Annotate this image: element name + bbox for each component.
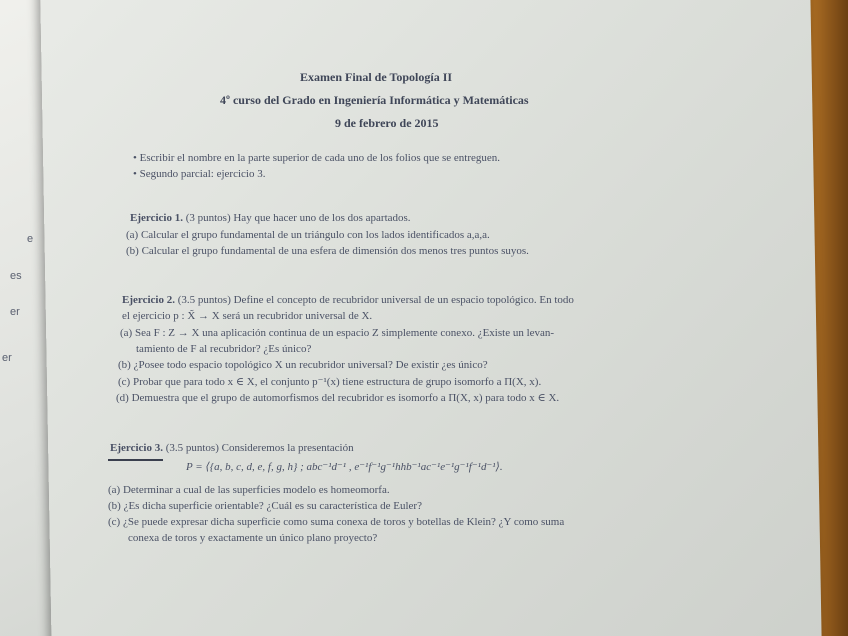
ex2-heading: Ejercicio 2.	[122, 294, 175, 306]
note-item: • Segundo parcial: ejercicio 3.	[133, 168, 266, 180]
ex2-part-c: (c) Probar que para todo x ∈ X, el conjunto p⁻¹(x) tiene estructura de grupo isomorfo a Π(X, x).	[118, 376, 542, 388]
ex3-part-c-cont: conexa de toros y exactamente un único plano proyecto?	[128, 532, 378, 544]
ex3-heading: Ejercicio 3.	[110, 442, 163, 454]
ex2-intro-2: el ejercicio p : X̃ → X será un recubridor universal de X.	[122, 310, 373, 322]
exam-title: Examen Final de Topología II	[300, 70, 453, 84]
note-item: • Escribir el nombre en la parte superior de cada uno de los folios que se entreguen.	[133, 152, 501, 164]
margin-mark: es	[10, 270, 22, 282]
margin-mark: er	[2, 352, 12, 364]
ex1-part-a: (a) Calcular el grupo fundamental de un triángulo con los lados identificados a,a,a.	[126, 229, 490, 241]
handwritten-underline	[108, 459, 163, 461]
margin-mark: e	[27, 233, 34, 245]
ex2-part-b: (b) ¿Posee todo espacio topológico X un recubridor universal? De existir ¿es único?	[118, 359, 488, 371]
exam-date: 9 de febrero de 2015	[335, 116, 439, 130]
ex3-part-b: (b) ¿Es dicha superficie orientable? ¿Cuál es su característica de Euler?	[108, 500, 422, 512]
ex1-intro: (3 puntos) Hay que hacer uno de los dos apartados.	[185, 212, 411, 224]
ex3-presentation: P = ⟨{a, b, c, d, e, f, g, h} ; abc⁻¹d⁻¹ , e⁻¹f⁻¹g⁻¹hhb⁻¹ac⁻¹e⁻¹g⁻¹f⁻¹d⁻¹⟩.	[186, 461, 503, 473]
margin-mark: er	[10, 306, 20, 318]
ex2-part-a: (a) Sea F : Z → X una aplicación continua de un espacio Z simplemente conexo. ¿Existe un levan-	[120, 327, 555, 339]
ex3-intro-line	[110, 442, 354, 454]
ex3-part-c: (c) ¿Se puede expresar dicha superficie como suma conexa de toros y botellas de Klein? ¿Y como suma	[108, 516, 565, 528]
ex3-intro: (3.5 puntos) Consideremos la presentación	[165, 442, 354, 454]
ex2-intro-line	[122, 294, 574, 306]
ex1-heading: Ejercicio 1.	[130, 212, 183, 224]
exam-course: 4º curso del Grado en Ingeniería Informática y Matemáticas	[220, 93, 529, 107]
ex1-intro-line	[130, 212, 411, 224]
ex2-part-a-cont: tamiento de F al recubridor? ¿Es único?	[136, 343, 312, 355]
ex3-part-a: (a) Determinar a cual de las superficies modelo es homeomorfa.	[108, 484, 390, 496]
ex2-intro: (3.5 puntos) Define el concepto de recubridor universal de un espacio topológico. En todo	[177, 294, 574, 306]
ex2-part-d: (d) Demuestra que el grupo de automorfismos del recubridor es isomorfo a Π(X, x) para todo x ∈ X.	[116, 392, 560, 404]
ex1-part-b: (b) Calcular el grupo fundamental de una esfera de dimensión dos menos tres puntos suyos.	[126, 245, 529, 257]
